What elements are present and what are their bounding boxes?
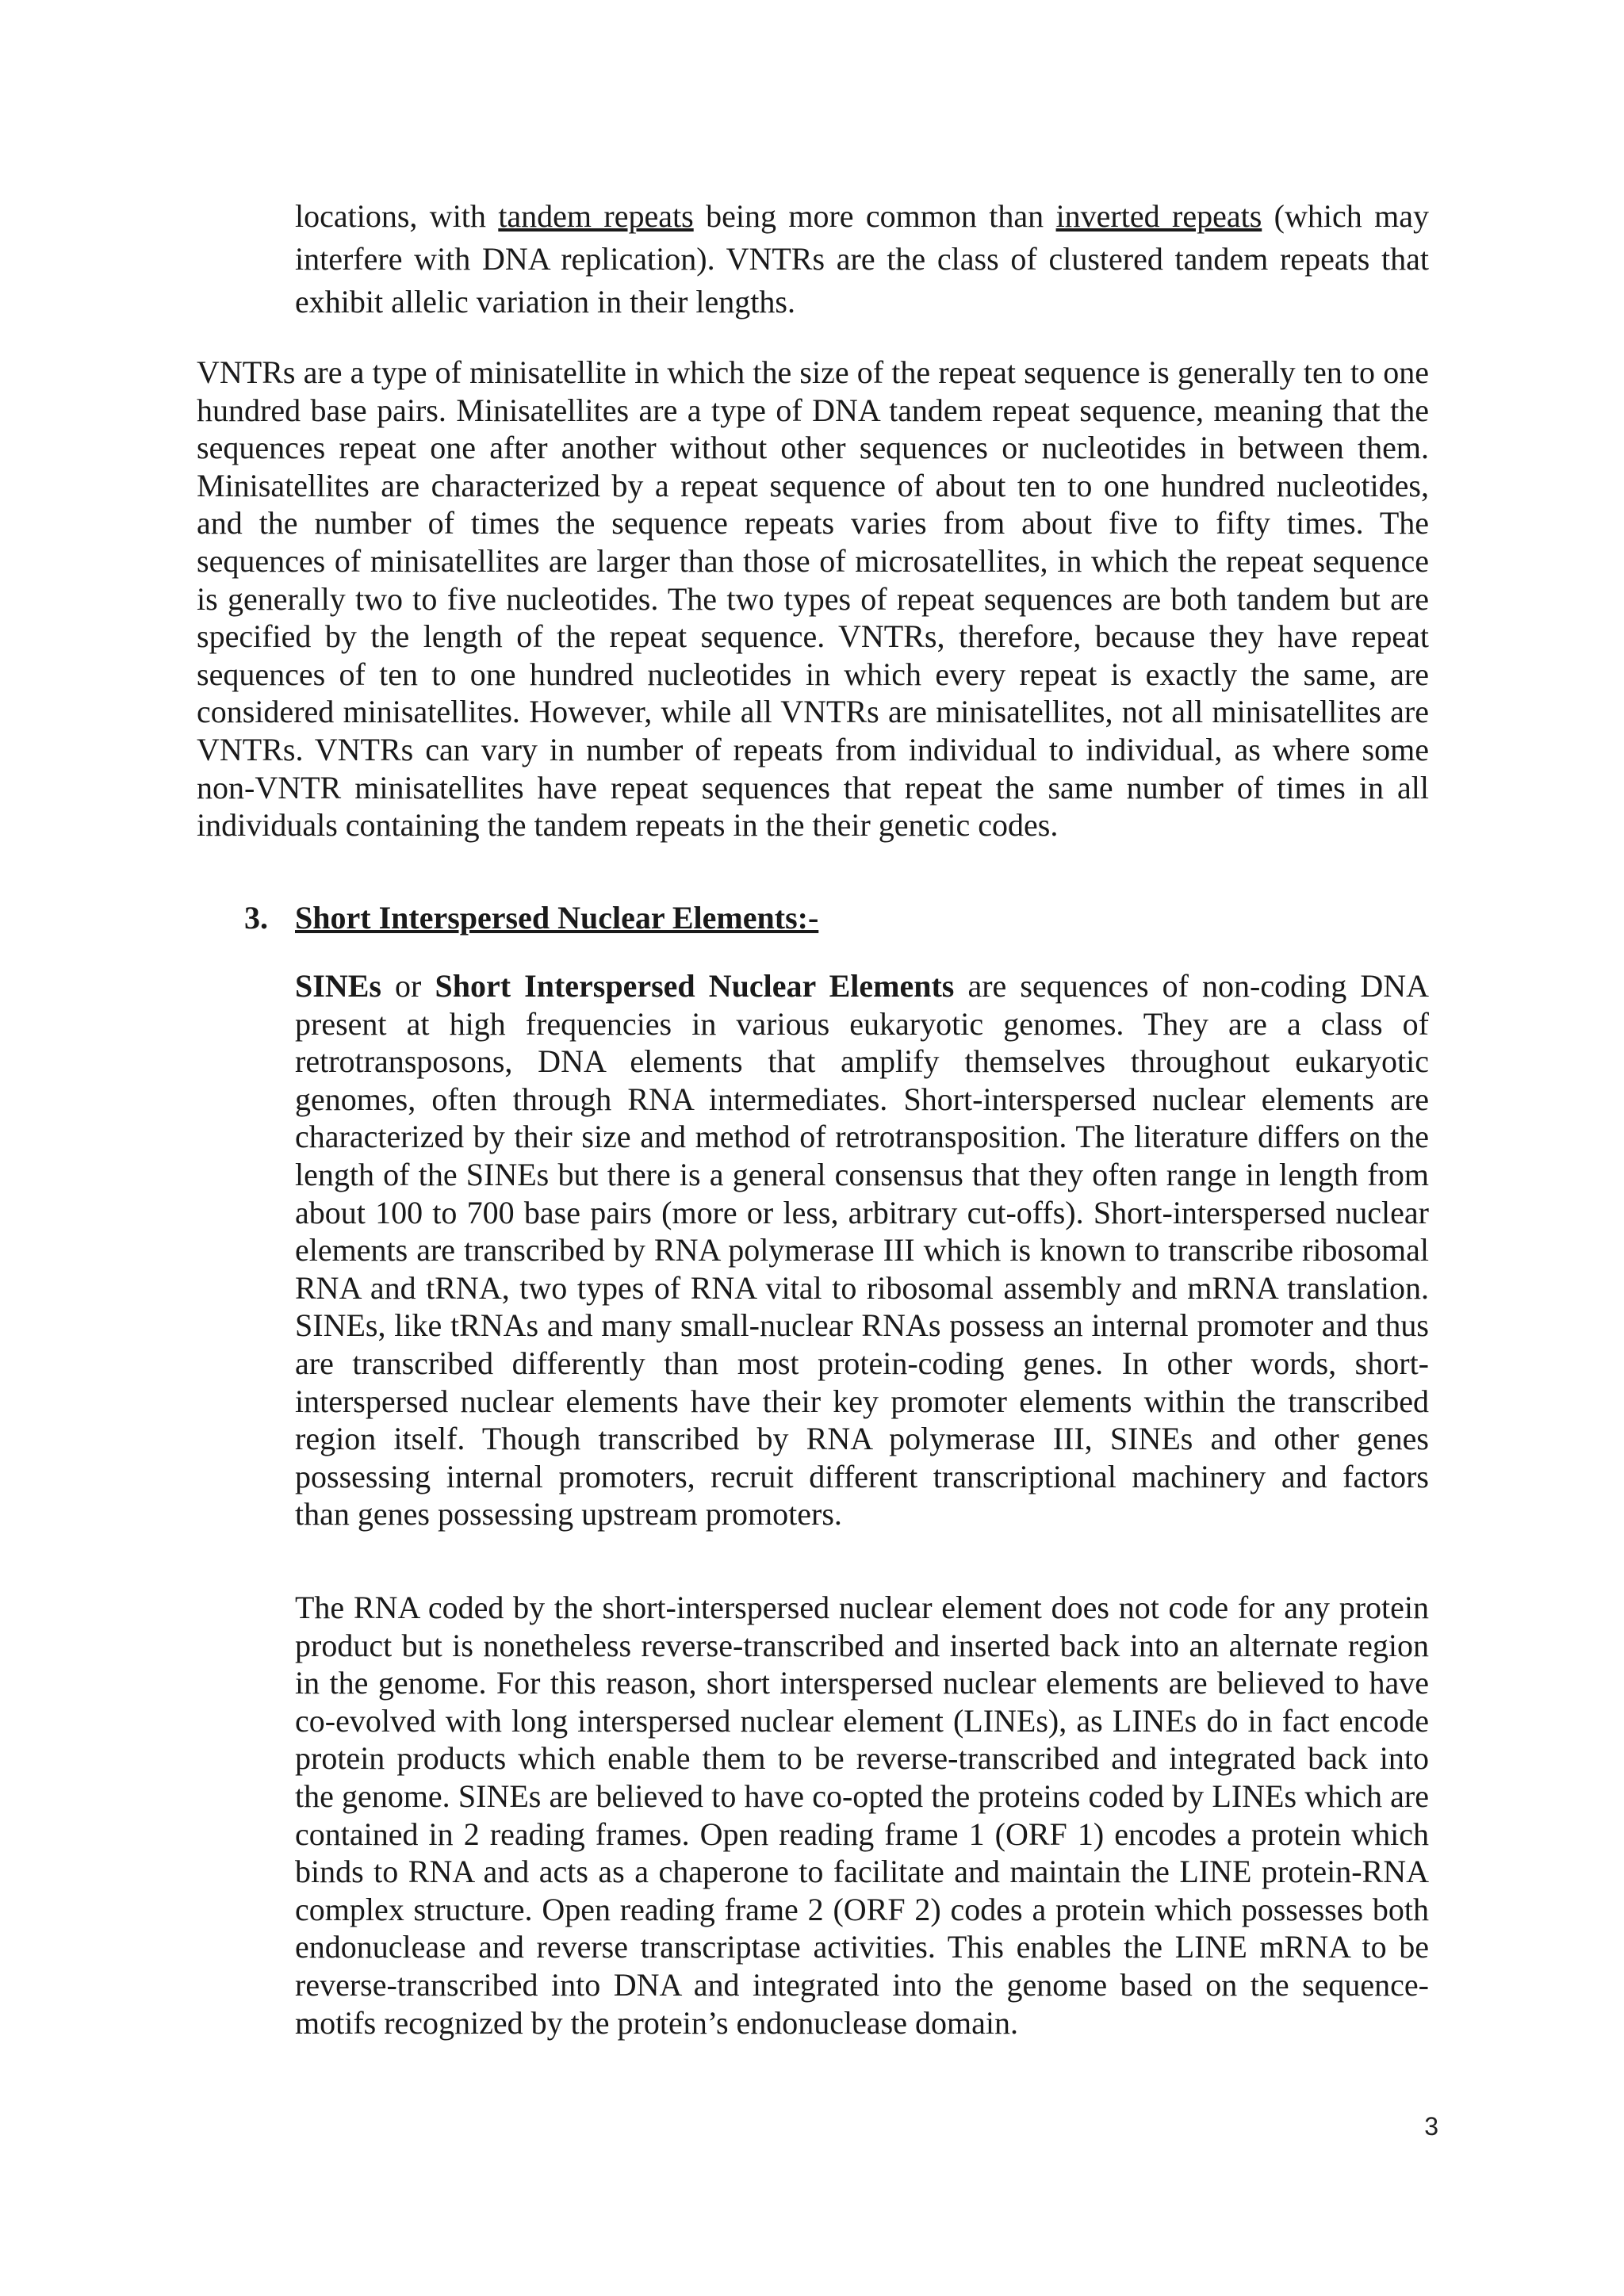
section-number: 3.	[244, 900, 268, 936]
inverted-repeats-link[interactable]: inverted repeats	[1055, 198, 1262, 234]
sines-full-term: Short Interspersed Nuclear Elements	[435, 968, 955, 1004]
sines-paragraph	[295, 967, 1429, 1533]
vntr-paragraph: VNTRs are a type of minisatellite in which the size of the repeat sequence is generally ten to one hundred base pairs. Minisatellites are a type of DNA tandem repeat sequence, meaning that the sequences repeat one after another without other sequences or nucleotides in between them. Minisatellites are characterized by a repeat sequence of about ten to one hundred nucleotides, and the number of times the sequence repeats varies from about five to fifty times. The sequences of minisatellites are larger than those of microsatellites, in which the repeat sequence is generally two to five nucleotides. The two types of repeat sequences are both tandem but are specified by the length of the repeat sequence. VNTRs, therefore, because they have repeat sequences of ten to one hundred nucleotides in which every repeat is exactly the same, are considered minisatellites. However, while all VNTRs are minisatellites, not all minisatellites are VNTRs. VNTRs can vary in number of repeats from individual to individual, as where some non-VNTR minisatellites have repeat sequences that repeat the same number of times in all individuals containing the tandem repeats in the their genetic codes.	[197, 354, 1429, 844]
intro-text-1: locations, with	[295, 198, 499, 234]
intro-paragraph	[295, 195, 1429, 323]
section-heading	[244, 899, 818, 936]
section-title: Short Interspersed Nuclear Elements:-	[295, 900, 819, 936]
tandem-repeats-link[interactable]: tandem repeats	[498, 198, 694, 234]
sines-body-text: are sequences of non-coding DNA present at high frequencies in various eukaryotic genomes. They are a class of retrotransposons, DNA elements that amplify themselves throughout eukaryotic genomes, often through RNA intermediates. Short-interspersed nuclear elements are characterized by their size and method of retrotransposition. The literature differs on the length of the SINEs but there is a general consensus that they often range in length from about 100 to 700 base pairs (more or less, arbitrary cut-offs). Short-interspersed nuclear elements are transcribed by RNA polymerase III which is known to transcribe ribosomal RNA and tRNA, two types of RNA vital to ribosomal assembly and mRNA translation. SINEs, like tRNAs and many small-nuclear RNAs possess an internal promoter and thus are transcribed differently than most protein-coding genes. In other words, short-interspersed nuclear elements have their key promoter elements within the transcribed region itself. Though transcribed by RNA polymerase III, SINEs and other genes possessing internal promoters, recruit different transcriptional machinery and factors than genes possessing upstream promoters.	[295, 968, 1429, 1533]
intro-text-2: being more common than	[693, 198, 1056, 234]
sines-term: SINEs	[295, 968, 381, 1004]
rna-paragraph: The RNA coded by the short-interspersed nuclear element does not code for any protein product but is nonetheless reverse-transcribed and inserted back into an alternate region in the genome. For this reason, short interspersed nuclear elements are believed to have co-evolved with long interspersed nuclear element (LINEs), as LINEs do in fact encode protein products which enable them to be reverse-transcribed and integrated back into the genome. SINEs are believed to have co-opted the proteins coded by LINEs which are contained in 2 reading frames. Open reading frame 1 (ORF 1) encodes a protein which binds to RNA and acts as a chaperone to facilitate and maintain the LINE protein-RNA complex structure. Open reading frame 2 (ORF 2) codes a protein which possesses both endonuclease and reverse transcriptase activities. This enables the LINE mRNA to be reverse-transcribed into DNA and integrated into the genome based on the sequence-motifs recognized by the protein’s endonuclease domain.	[295, 1590, 1429, 2041]
sines-connector: or	[381, 968, 435, 1004]
page-number: 3	[1424, 2112, 1438, 2141]
intro-text-3: (which may interfere with DNA replication). VNTRs are the class of clustered tandem repeats that exhibit allelic variation in their lengths.	[295, 198, 1430, 320]
